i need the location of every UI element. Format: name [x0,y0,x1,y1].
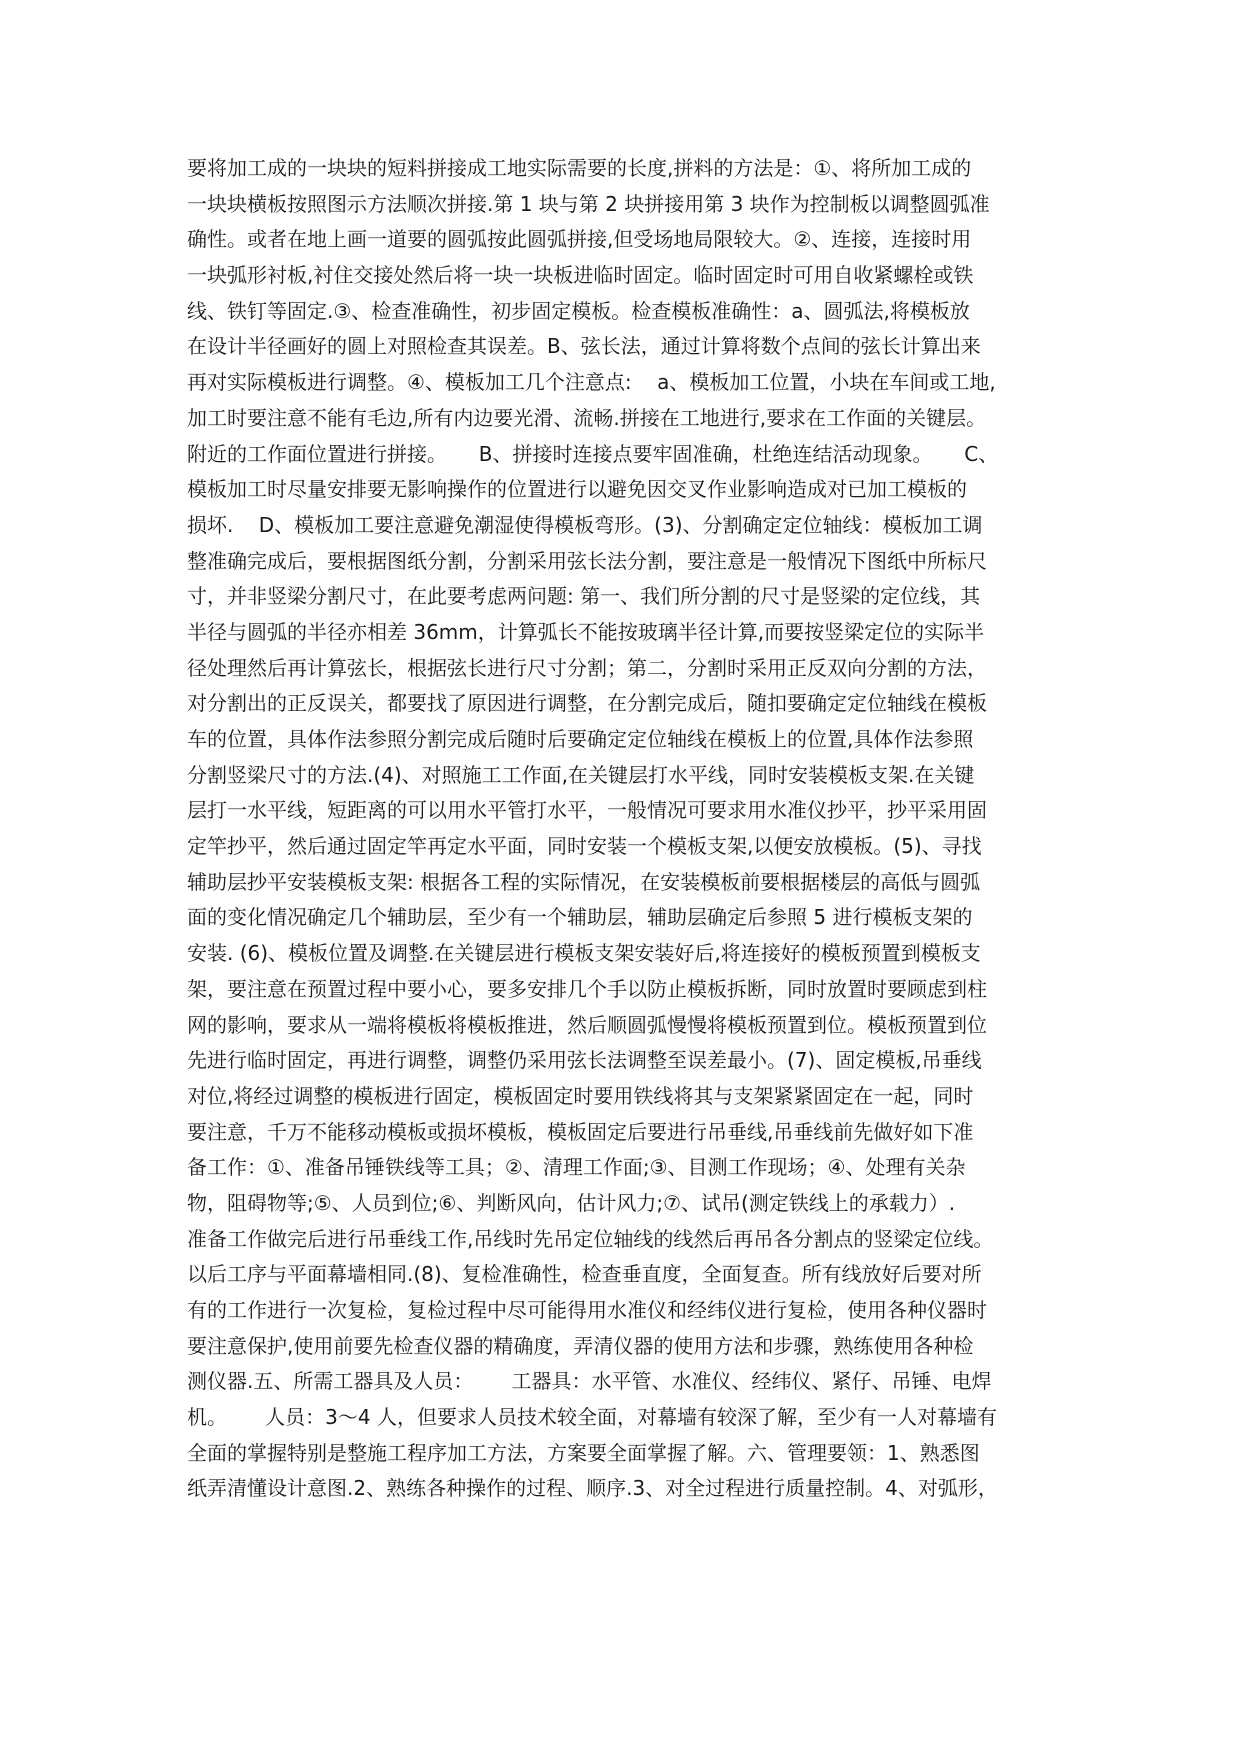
text-line: 对位,将经过调整的模板进行固定，模板固定时要用铁线将其与支架紧紧固定在一起，同时 [187,1083,974,1108]
text-line: 以后工序与平面幕墙相同.(8)、复检准确性，检查垂直度，全面复查。所有线放好后要对所 [187,1262,982,1287]
text-line: 在设计半径画好的圆上对照检查其误差。B、弦长法，通过计算将数个点间的弦长计算出来 [187,334,981,359]
text-line: 半径与圆弧的半径亦相差 36mm，计算弧长不能按玻璃半径计算,而要按竖梁定位的实际半 [187,619,985,644]
text-line: 分割竖梁尺寸的方法.(4)、对照施工工作面,在关键层打水平线，同时安装模板支架.在关键 [187,762,975,787]
text-line: 先进行临时固定，再进行调整，调整仍采用弦长法调整至误差最小。(7)、固定模板,吊垂线 [187,1048,982,1073]
text-line: 对分割出的正反误关，都要找了原因进行调整，在分割完成后，随扣要确定定位轴线在模板 [187,691,987,716]
text-line: 再对实际模板进行调整。④、模板加工几个注意点: a、模板加工位置，小块在车间或工地, [187,370,996,395]
text-line: 定竿抄平，然后通过固定竿再定水平面，同时安装一个模板支架,以便安放模板。(5)、寻找 [187,834,982,859]
text-line: 辅助层抄平安装模板支架: 根据各工程的实际情况，在安装模板前要根据楼层的高低与圆弧 [187,869,981,894]
text-line: 准备工作做完后进行吊垂线工作,吊线时先吊定位轴线的线然后再吊各分割点的竖梁定位线。 [187,1226,994,1251]
text-line: 要将加工成的一块块的短料拼接成工地实际需要的长度,拼料的方法是：①、将所加工成的 [187,156,972,180]
text-line: 全面的掌握特别是整施工程序加工方法，方案要全面掌握了解。六、管理要领：1、熟悉图 [187,1440,980,1465]
text-line: 有的工作进行一次复检，复检过程中尽可能得用水准仪和经纬仪进行复检，使用各种仪器时 [187,1298,987,1322]
text-line: 要注意保护,使用前要先检查仪器的精确度，弄清仪器的使用方法和步骤，熟练使用各种检 [187,1333,974,1358]
text-line: 安装. (6)、模板位置及调整.在关键层进行模板支架安装好后,将连接好的模板预置到模板支 [187,941,981,966]
text-line: 物，阻碍物等;⑤、人员到位;⑥、判断风向，估计风力;⑦、试吊(测定铁线上的承载力）. [187,1190,956,1215]
text-line: 寸，并非竖梁分割尺寸，在此要考虑两问题: 第一、我们所分割的尺寸是竖梁的定位线，其 [187,584,981,609]
text-line: 纸弄清懂设计意图.2、熟练各种操作的过程、顺序.3、对全过程进行质量控制。4、对弧形， [187,1476,998,1501]
text-line: 整准确完成后，要根据图纸分割，分割采用弦长法分割，要注意是一般情况下图纸中所标尺 [187,548,987,573]
body-text [187,151,1067,1507]
text-line: 机。 人员：3～4 人，但要求人员技术较全面，对幕墙有较深了解，至少有一人对幕墙有 [187,1405,997,1430]
text-line: 损坏. D、模板加工要注意避免潮湿使得模板弯形。(3)、分割确定定位轴线：模板加工调 [187,512,983,537]
text-line: 径处理然后再计算弦长，根据弦长进行尺寸分割；第二，分割时采用正反双向分割的方法， [187,655,987,680]
text-line: 模板加工时尽量安排要无影响操作的位置进行以避免因交叉作业影响造成对已加工模板的 [187,477,967,502]
text-line: 线、铁钉等固定.③、检查准确性，初步固定模板。检查模板准确性：a、圆弧法,将模板放 [187,298,970,323]
text-line: 层打一水平线，短距离的可以用水平管打水平，一般情况可要求用水准仪抄平，抄平采用固 [187,798,987,823]
text-line: 车的位置，具体作法参照分割完成后随时后要确定定位轴线在模板上的位置,具体作法参照 [187,727,974,751]
text-line: 附近的工作面位置进行拼接。 B、拼接时连接点要牢固准确，杜绝连结活动现象。 C、 [187,441,999,466]
text-line: 加工时要注意不能有毛边,所有内边要光滑、流畅.拼接在工地进行,要求在工作面的关键层。 [187,405,987,430]
text-line: 架，要注意在预置过程中要小心，要多安排几个手以防止模板拆断，同时放置时要顾虑到柱 [187,976,987,1001]
text-line: 一块块横板按照图示方法顺次拼接.第 1 块与第 2 块拼接用第 3 块作为控制板以调整圆弧准 [187,191,990,216]
text-line: 面的变化情况确定几个辅助层，至少有一个辅助层，辅助层确定后参照 5 进行模板支架的 [187,905,973,930]
text-line: 测仪器.五、所需工器具及人员： 工器具：水平管、水准仪、经纬仪、紧仔、吊锤、电焊 [187,1369,992,1394]
text-line: 要注意，千万不能移动模板或损坏模板，模板固定后要进行吊垂线,吊垂线前先做好如下准 [187,1119,974,1144]
text-line: 网的影响，要求从一端将模板将模板推进，然后顺圆弧慢慢将模板预置到位。模板预置到位 [187,1012,987,1037]
text-line: 备工作：①、准备吊锤铁线等工具；②、清理工作面;③、目测工作现场；④、处理有关杂 [187,1155,966,1180]
text-line: 确性。或者在地上画一道要的圆弧按此圆弧拼接,但受场地局限较大。②、连接，连接时用 [187,227,972,252]
text-line: 一块弧形衬板,衬住交接处然后将一块一块板进临时固定。临时固定时可用自收紧螺栓或铁 [187,263,974,288]
